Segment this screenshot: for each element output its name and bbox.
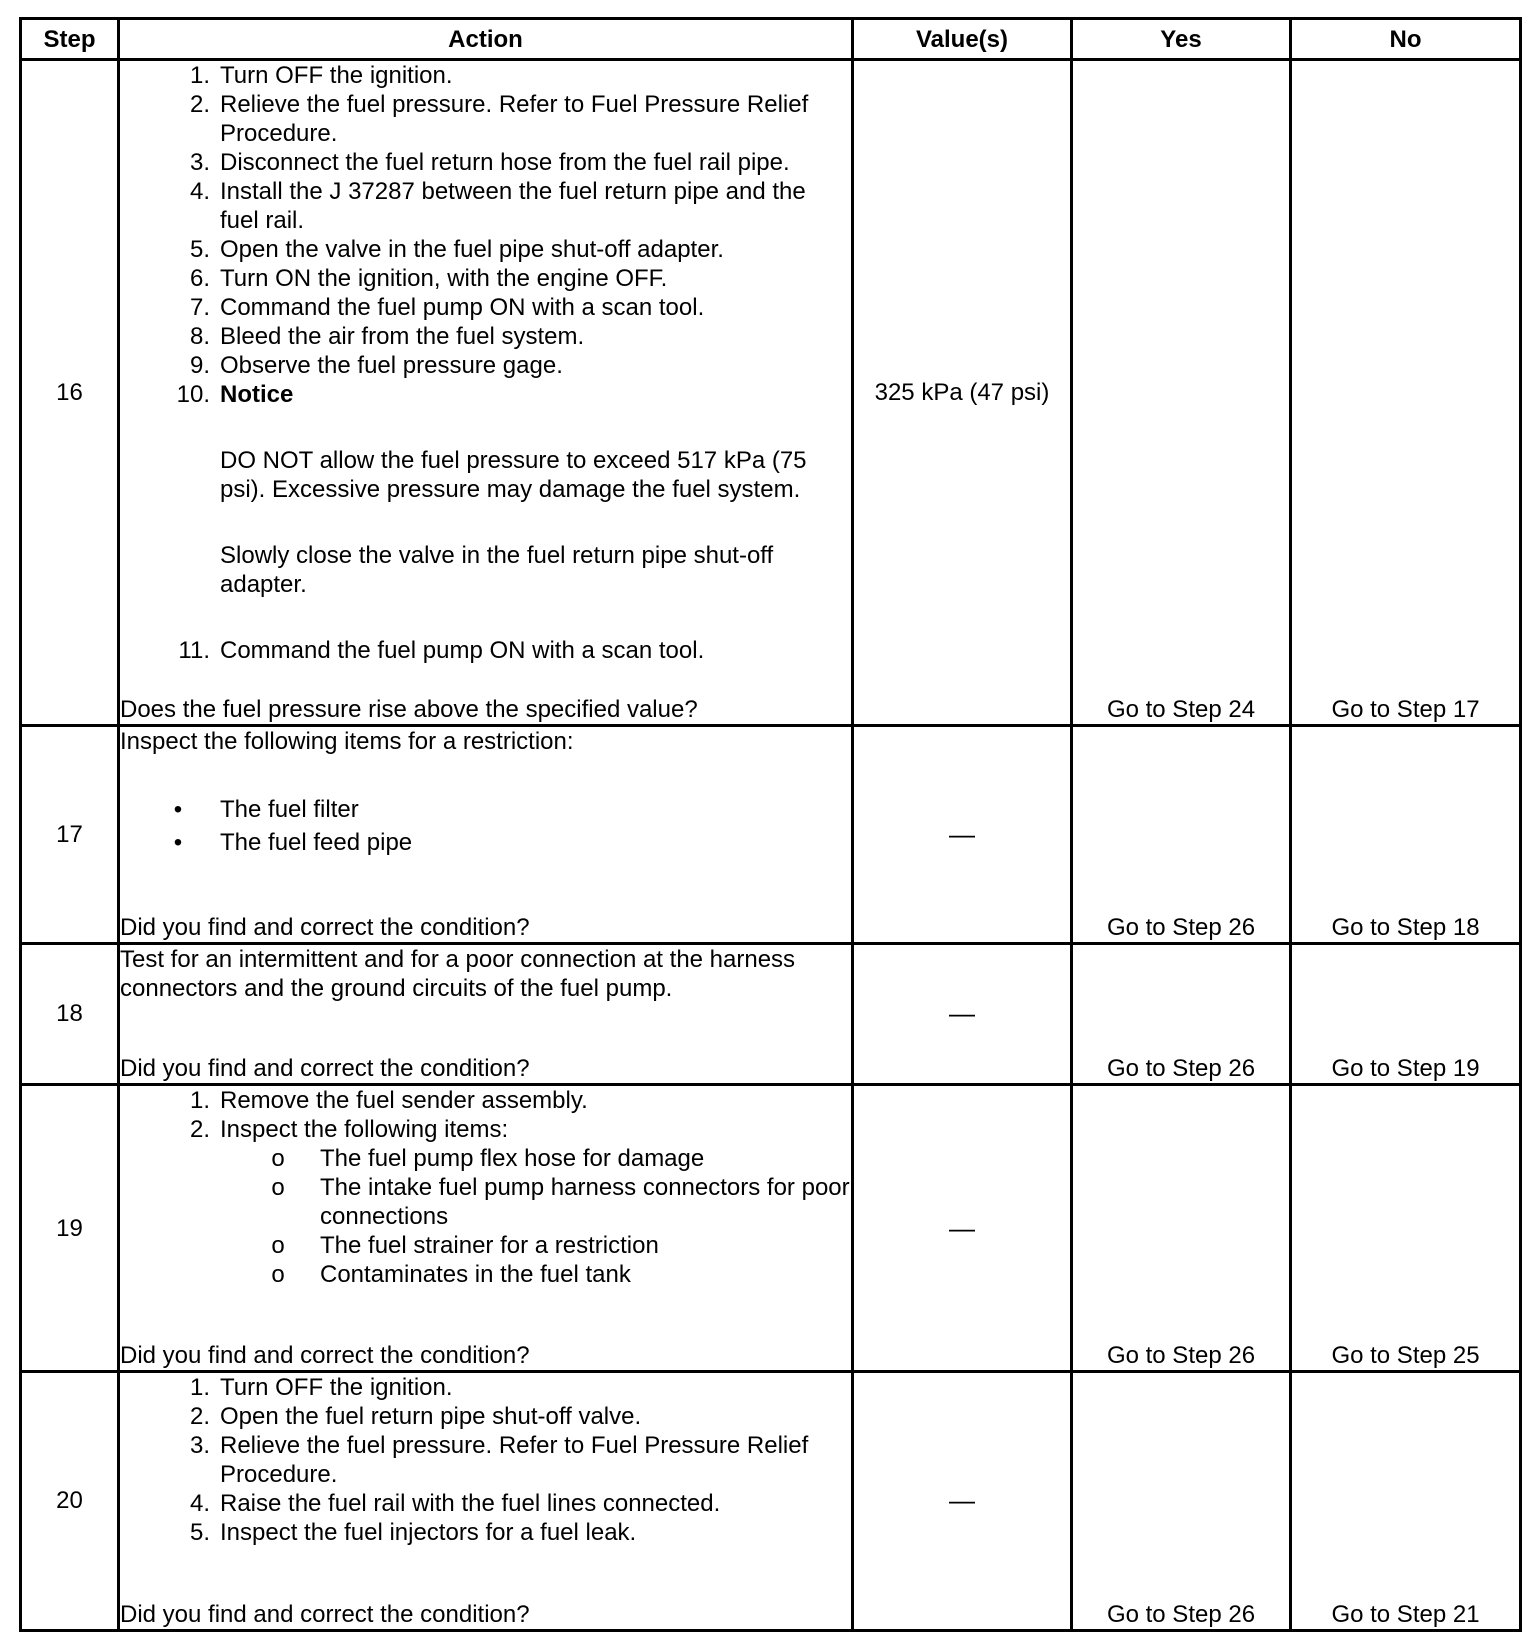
question: Did you find and correct the condition?	[120, 1601, 530, 1628]
yes-link[interactable]: Go to Step 26	[1072, 1085, 1291, 1372]
list-item: o Contaminates in the fuel tank	[271, 1261, 631, 1289]
action-steps	[120, 1373, 851, 1547]
action-cell	[119, 60, 853, 726]
list-item: 2. Open the fuel return pipe shut-off valve.	[189, 1402, 642, 1430]
no-link[interactable]: Go to Step 21	[1291, 1371, 1521, 1630]
table-row-step-16	[21, 60, 1521, 726]
no-link[interactable]: Go to Step 18	[1291, 725, 1521, 943]
list-item: 6. Turn ON the ignition, with the engine OFF.	[189, 265, 668, 292]
header-yes: Yes	[1072, 19, 1291, 60]
list-item: 4. Install the J 37287 between the fuel return pipe and the fuel rail.	[189, 178, 806, 234]
notice-heading: Notice	[220, 381, 294, 408]
value-cell: —	[853, 1371, 1072, 1630]
action-cell	[119, 943, 853, 1084]
action-cell	[119, 725, 853, 943]
notice-followup: Slowly close the valve in the fuel return pipe shut-off adapter.	[220, 542, 774, 598]
list-item: • The fuel filter	[173, 795, 359, 823]
header-action: Action	[119, 19, 853, 60]
step-number: 19	[21, 1085, 119, 1372]
table-row-step-19	[21, 1085, 1521, 1372]
value-cell: —	[853, 1085, 1072, 1372]
step-number: 20	[21, 1371, 119, 1630]
value-cell: —	[853, 943, 1072, 1084]
list-item: o The fuel pump flex hose for damage	[271, 1145, 705, 1173]
yes-link[interactable]: Go to Step 26	[1072, 943, 1291, 1084]
list-item: 8. Bleed the air from the fuel system.	[189, 323, 585, 350]
value-cell: 325 kPa (47 psi)	[853, 60, 1072, 726]
list-item: 5. Open the valve in the fuel pipe shut-off adapter.	[189, 236, 724, 263]
step-number: 16	[21, 60, 119, 726]
no-link[interactable]: Go to Step 17	[1291, 60, 1521, 726]
list-item-notice: 10. Notice DO NOT allow the fuel pressure to exceed 517 kPa (75 psi). Excessive pressure may damage the fuel system. Slowly close the valve in the fuel return pipe shut-off adapter.	[170, 380, 851, 636]
step-number: 18	[21, 943, 119, 1084]
question: Did you find and correct the condition?	[120, 913, 530, 941]
table-row-step-17	[21, 725, 1521, 943]
list-item: 3. Relieve the fuel pressure. Refer to Fuel Pressure Relief Procedure.	[189, 1431, 809, 1488]
list-item: 11. Command the fuel pump ON with a scan tool.	[178, 637, 705, 664]
header-step: Step	[21, 19, 119, 60]
action-intro: Inspect the following items for a restriction:	[120, 727, 574, 755]
list-item: 1. Remove the fuel sender assembly.	[189, 1087, 588, 1115]
no-link[interactable]: Go to Step 25	[1291, 1085, 1521, 1372]
list-item: 7. Command the fuel pump ON with a scan tool.	[189, 294, 705, 321]
question: Did you find and correct the condition?	[120, 1055, 530, 1083]
sub-list	[220, 1144, 851, 1289]
action-intro: Test for an intermittent and for a poor connection at the harness connectors and the ground circuits of the fuel pump.	[120, 945, 796, 1002]
list-item: 9. Observe the fuel pressure gage.	[189, 352, 563, 379]
action-steps	[120, 61, 851, 665]
list-item: • The fuel feed pipe	[173, 828, 413, 856]
list-item: o The intake fuel pump harness connectors for poor connections	[271, 1174, 850, 1231]
yes-link[interactable]: Go to Step 24	[1072, 60, 1291, 726]
diagnostic-table	[19, 17, 1522, 1632]
bullet-list	[120, 793, 851, 859]
header-no: No	[1291, 19, 1521, 60]
question: Does the fuel pressure rise above the specified value?	[120, 695, 698, 723]
list-item: 3. Disconnect the fuel return hose from the fuel rail pipe.	[189, 149, 790, 176]
list-item: 2. Relieve the fuel pressure. Refer to Fuel Pressure Relief Procedure.	[189, 91, 809, 147]
header-row	[21, 19, 1521, 60]
list-item: 1. Turn OFF the ignition.	[189, 62, 453, 89]
action-cell	[119, 1085, 853, 1372]
list-item: 2. Inspect the following items: o The fuel pump flex hose for damage o The intake fuel pump harness connectors for poor connections o The fuel strainer for a restriction o Contaminates in the fuel tank	[189, 1116, 850, 1289]
list-item: o The fuel strainer for a restriction	[271, 1232, 659, 1260]
action-steps	[120, 1086, 851, 1289]
list-item: 5. Inspect the fuel injectors for a fuel leak.	[189, 1518, 637, 1546]
header-values: Value(s)	[853, 19, 1072, 60]
action-cell	[119, 1371, 853, 1630]
list-item: 4. Raise the fuel rail with the fuel lines connected.	[189, 1489, 721, 1517]
yes-link[interactable]: Go to Step 26	[1072, 725, 1291, 943]
value-cell: —	[853, 725, 1072, 943]
table-row-step-20	[21, 1371, 1521, 1630]
list-item: 1. Turn OFF the ignition.	[189, 1373, 453, 1401]
yes-link[interactable]: Go to Step 26	[1072, 1371, 1291, 1630]
no-link[interactable]: Go to Step 19	[1291, 943, 1521, 1084]
step-number: 17	[21, 725, 119, 943]
notice-text: DO NOT allow the fuel pressure to exceed 517 kPa (75 psi). Excessive pressure may damage the fuel system.	[220, 447, 807, 503]
table-row-step-18	[21, 943, 1521, 1084]
question: Did you find and correct the condition?	[120, 1341, 530, 1369]
